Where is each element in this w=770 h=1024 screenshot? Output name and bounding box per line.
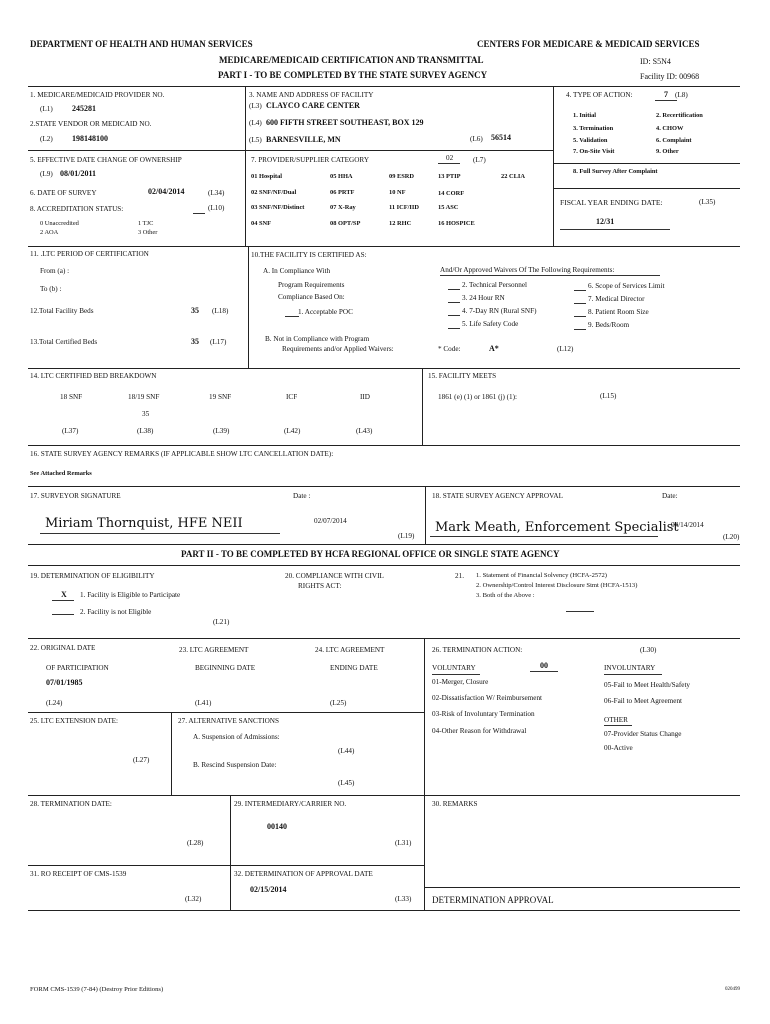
category-07: 07 X-Ray — [330, 204, 356, 211]
approval-date-32: 02/15/2014 — [250, 885, 287, 894]
ro-receipt-label: 31. RO RECEIPT OF CMS-1539 — [30, 870, 127, 878]
snf19-label: 19 SNF — [209, 393, 232, 401]
extension-date-label: 25. LTC EXTENSION DATE: — [30, 717, 118, 725]
l4-code: (L4) — [249, 119, 262, 127]
eligibility-mark: X — [61, 590, 67, 599]
certified-beds: 35 — [191, 337, 199, 346]
part-one-title: PART I - TO BE COMPLETED BY THE STATE SURVEY AGENCY — [218, 70, 488, 80]
vendor-number-label: 2.STATE VENDOR OR MEDICAID NO. — [30, 120, 152, 128]
l25-code: (L25) — [330, 699, 347, 707]
l38-code: (L38) — [137, 427, 154, 435]
l31-code: (L31) — [395, 839, 412, 847]
l7-code: (L7) — [473, 156, 486, 164]
compliance-a: A. In Compliance With — [263, 267, 331, 275]
accreditation-option-3: 3 Other — [138, 229, 158, 236]
l3-code: (L3) — [249, 102, 262, 110]
waiver-3: 3. 24 Hour RN — [462, 294, 505, 302]
category-04: 04 SNF — [251, 220, 272, 227]
l10-code: (L10) — [208, 204, 225, 212]
civil-rights-label-2: RIGHTS ACT: — [298, 582, 342, 590]
ltc-period-label: 11. .LTC PERIOD OF CERTIFICATION — [30, 250, 149, 258]
fiscal-year-date: 12/31 — [596, 217, 615, 226]
department-header: DEPARTMENT OF HEALTH AND HUMAN SERVICES — [30, 39, 253, 49]
l19-code: (L19) — [398, 532, 415, 540]
action-option-2: 2. Recertification — [656, 112, 703, 119]
noncompliance-b1: B. Not in Compliance with Program — [265, 335, 370, 343]
category-06: 06 PRTF — [330, 189, 355, 196]
involuntary-05: 05-Fail to Meet Health/Safety — [604, 681, 691, 689]
total-beds-label: 12.Total Facility Beds — [30, 307, 94, 315]
category-03: 03 SNF/NF/Distinct — [251, 204, 305, 211]
ltc-to-label: To (b) : — [40, 285, 62, 293]
l37-code: (L37) — [62, 427, 79, 435]
facility-id: Facility ID: 00968 — [640, 72, 700, 81]
facility-street: 600 FIFTH STREET SOUTHEAST, BOX 129 — [266, 118, 424, 127]
l27-code: (L27) — [133, 756, 150, 764]
ltc-agreement-end-label: 24. LTC AGREEMENT — [315, 646, 385, 654]
category-16: 16 HOSPICE — [438, 220, 475, 227]
l12-code: (L12) — [557, 345, 574, 353]
approval-date: 04/14/2014 — [671, 521, 704, 529]
l28-code: (L28) — [187, 839, 204, 847]
item-21-option-3: 3. Both of the Above : — [476, 592, 535, 599]
l34-code: (L34) — [208, 189, 225, 197]
action-option-4: 4. CHOW — [656, 125, 684, 132]
remarks-label: 16. STATE SURVEY AGENCY REMARKS (IF APPLICABLE SHOW LTC CANCELLATION DATE): — [30, 450, 334, 458]
l35-code: (L35) — [699, 198, 716, 206]
vendor-number: 198148100 — [72, 134, 108, 143]
l15-code: (L15) — [600, 392, 617, 400]
facility-name: CLAYCO CARE CENTER — [266, 101, 360, 110]
accreditation-option-2: 2 AOA — [40, 229, 59, 236]
icf-label: ICF — [286, 393, 298, 401]
l17-code: (L17) — [210, 338, 227, 346]
provider-number-label: 1. MEDICARE/MEDICAID PROVIDER NO. — [30, 91, 165, 99]
approval-label: 18. STATE SURVEY AGENCY APPROVAL — [432, 492, 563, 500]
voluntary-01: 01-Merger, Closure — [432, 678, 489, 686]
l21-code: (L21) — [213, 618, 230, 626]
l24-code: (L24) — [46, 699, 63, 707]
eligible-option: 1. Facility is Eligible to Participate — [80, 591, 181, 599]
ltc-from-label: From (a) : — [40, 267, 70, 275]
bed-breakdown-label: 14. LTC CERTIFIED BED BREAKDOWN — [30, 372, 157, 380]
item-21-option-2: 2. Ownership/Control Interest Disclosure Stmt (HCFA-1513) — [476, 582, 638, 589]
snf18-label: 18 SNF — [60, 393, 83, 401]
l2-code: (L2) — [40, 135, 53, 143]
other-label: OTHER — [604, 716, 628, 724]
l45-code: (L45) — [338, 779, 355, 787]
approval-date-32-label: 32. DETERMINATION OF APPROVAL DATE — [234, 870, 373, 878]
provider-number: 245281 — [72, 104, 96, 113]
facility-zip: 56514 — [491, 133, 511, 142]
category-01: 01 Hospital — [251, 173, 283, 180]
rescind-suspension: B. Rescind Suspension Date: — [193, 761, 277, 769]
waiver-8: 8. Patient Room Size — [588, 308, 649, 316]
facility-meets-label: 15. FACILITY MEETS — [428, 372, 497, 380]
category-14: 14 CORF — [438, 190, 465, 197]
l41-code: (L41) — [195, 699, 212, 707]
action-option-7: 7. On-Site Visit — [573, 148, 615, 155]
agency-header: CENTERS FOR MEDICARE & MEDICAID SERVICES — [477, 39, 700, 49]
item-21-option-1: 1. Statement of Financial Solvency (HCFA-2572) — [476, 572, 607, 579]
type-of-action-value: 7 — [664, 90, 668, 99]
facility-meets-text: 1861 (e) (1) or 1861 (j) (1): — [438, 393, 518, 401]
category-05: 05 HHA — [330, 173, 353, 180]
surveyor-signature: Miriam Thornquist, HFE NEII — [45, 516, 243, 531]
category-09: 09 ESRD — [389, 173, 415, 180]
acceptable-poc: 1. Acceptable POC — [298, 308, 353, 316]
category-22: 22 CLIA — [501, 173, 525, 180]
compliance-a3: Compliance Based On: — [278, 293, 345, 301]
waiver-2: 2. Technical Personnel — [462, 281, 528, 289]
waiver-4: 4. 7-Day RN (Rural SNF) — [462, 307, 537, 315]
l1-code: (L1) — [40, 105, 53, 113]
noncompliance-b2: Requirements and/or Applied Waivers: — [282, 345, 394, 353]
l43-code: (L43) — [356, 427, 373, 435]
action-option-6: 6. Complaint — [656, 137, 692, 144]
surveyor-date: 02/07/2014 — [314, 517, 347, 525]
category-10: 10 NF — [389, 189, 406, 196]
waivers-label: And/Or Approved Waivers Of The Following Requirements: — [440, 266, 615, 274]
l32-code: (L32) — [185, 895, 202, 903]
voluntary-03: 03-Risk of Involuntary Termination — [432, 710, 535, 718]
facility-name-label: 3. NAME AND ADDRESS OF FACILITY — [249, 91, 374, 99]
l44-code: (L44) — [338, 747, 355, 755]
code-label: * Code: — [438, 345, 461, 353]
involuntary-label: INVOLUNTARY — [604, 664, 656, 672]
civil-rights-label: 20. COMPLIANCE WITH CIVIL — [285, 572, 384, 580]
sanctions-label: 27. ALTERNATIVE SANCTIONS — [178, 717, 279, 725]
approval-date-label: Date: — [662, 492, 678, 500]
provider-category-value: 02 — [446, 154, 454, 162]
snf1819-label: 18/19 SNF — [128, 393, 160, 401]
type-of-action-label: 4. TYPE OF ACTION: — [566, 91, 633, 99]
ending-date-sub: ENDING DATE — [330, 664, 378, 672]
l8-code: (L8) — [675, 91, 688, 99]
ownership-change-date: 08/01/2011 — [60, 169, 97, 178]
waiver-6: 6. Scope of Services Limit — [588, 282, 665, 290]
termination-action-value: 00 — [540, 661, 548, 670]
approval-signature: Mark Meath, Enforcement Specialist — [435, 520, 679, 535]
remarks-text: See Attached Remarks — [30, 470, 92, 477]
beginning-date-sub: BEGINNING DATE — [195, 664, 256, 672]
survey-date-label: 6. DATE OF SURVEY — [30, 189, 97, 197]
code-value: A* — [489, 344, 499, 353]
footer-form: FORM CMS-1539 (7-84) (Destroy Prior Editions) — [30, 986, 164, 993]
accreditation-label: 8. ACCREDITATION STATUS: — [30, 205, 124, 213]
l20-code: (L20) — [723, 533, 740, 541]
iid-label: IID — [360, 393, 370, 401]
waiver-5: 5. Life Safety Code — [462, 320, 519, 328]
eligibility-label: 19. DETERMINATION OF ELIGIBILITY — [30, 572, 155, 580]
category-02: 02 SNF/NF/Dual — [251, 189, 297, 196]
l42-code: (L42) — [284, 427, 301, 435]
form-id: ID: S5N4 — [640, 57, 671, 66]
footer-code: 020499 — [725, 987, 740, 992]
not-eligible-option: 2. Facility is not Eligible — [80, 608, 152, 616]
action-option-5: 5. Validation — [573, 137, 608, 144]
provider-category-label: 7. PROVIDER/SUPPLIER CATEGORY — [251, 156, 370, 164]
fiscal-year-label: FISCAL YEAR ENDING DATE: — [560, 198, 663, 207]
original-date-label: 22. ORIGINAL DATE — [30, 644, 96, 652]
certified-as-label: 10.THE FACILITY IS CERTIFIED AS: — [251, 251, 367, 259]
termination-action-label: 26. TERMINATION ACTION: — [432, 646, 523, 654]
item-21-label: 21. — [455, 572, 464, 580]
total-beds: 35 — [191, 306, 199, 315]
voluntary-label: VOLUNTARY — [432, 664, 476, 672]
accreditation-option-0: 0 Unaccredited — [40, 220, 79, 227]
remarks-30-label: 30. REMARKS — [432, 800, 478, 808]
category-08: 08 OPT/SP — [330, 220, 361, 227]
intermediary-label: 29. INTERMEDIARY/CARRIER NO. — [234, 800, 347, 808]
termination-date-label: 28. TERMINATION DATE: — [30, 800, 112, 808]
involuntary-06: 06-Fail to Meet Agreement — [604, 697, 683, 705]
voluntary-02: 02-Dissatisfaction W/ Reimbursement — [432, 694, 543, 702]
category-12: 12 RHC — [389, 220, 412, 227]
facility-city: BARNESVILLE, MN — [266, 135, 341, 144]
waiver-9: 9. Beds/Room — [588, 321, 630, 329]
accreditation-option-1: 1 TJC — [138, 220, 154, 227]
action-option-3: 3. Termination — [573, 125, 614, 132]
suspension-of-admissions: A. Suspension of Admissions: — [193, 733, 280, 741]
surveyor-signature-label: 17. SURVEYOR SIGNATURE — [30, 492, 121, 500]
action-option-1: 1. Initial — [573, 112, 597, 119]
voluntary-04: 04-Other Reason for Withdrawal — [432, 727, 527, 735]
category-15: 15 ASC — [438, 204, 459, 211]
ltc-agreement-begin-label: 23. LTC AGREEMENT — [179, 646, 249, 654]
certified-beds-label: 13.Total Certified Beds — [30, 338, 98, 346]
ownership-change-label: 5. EFFECTIVE DATE CHANGE OF OWNERSHIP — [30, 156, 182, 164]
snf1819-beds: 35 — [142, 410, 150, 418]
l39-code: (L39) — [213, 427, 230, 435]
l9-code: (L9) — [40, 170, 53, 178]
original-date-sub: OF PARTICIPATION — [46, 664, 109, 672]
compliance-a2: Program Requirements — [278, 281, 345, 289]
l18-code: (L18) — [212, 307, 229, 315]
intermediary-number: 00140 — [267, 822, 287, 831]
part-two-title: PART II - TO BE COMPLETED BY HCFA REGIONAL OFFICE OR SINGLE STATE AGENCY — [181, 549, 560, 559]
l6-code: (L6) — [470, 135, 483, 143]
other-07: 07-Provider Status Change — [604, 730, 682, 738]
waiver-7: 7. Medical Director — [588, 295, 645, 303]
l33-code: (L33) — [395, 895, 412, 903]
determination-approval: DETERMINATION APPROVAL — [432, 895, 554, 905]
category-11: 11 ICF/IID — [389, 204, 420, 211]
action-option-9: 9. Other — [656, 148, 679, 155]
surveyor-date-label: Date : — [293, 492, 311, 500]
survey-date: 02/04/2014 — [148, 187, 185, 196]
form-title: MEDICARE/MEDICAID CERTIFICATION AND TRANSMITTAL — [219, 55, 484, 65]
original-date: 07/01/1985 — [46, 678, 83, 687]
other-00: 00-Active — [604, 744, 633, 752]
l30-code: (L30) — [640, 646, 657, 654]
l5-code: (L5) — [249, 136, 262, 144]
action-option-8: 8. Full Survey After Complaint — [573, 168, 658, 175]
category-13: 13 PTIP — [438, 173, 461, 180]
